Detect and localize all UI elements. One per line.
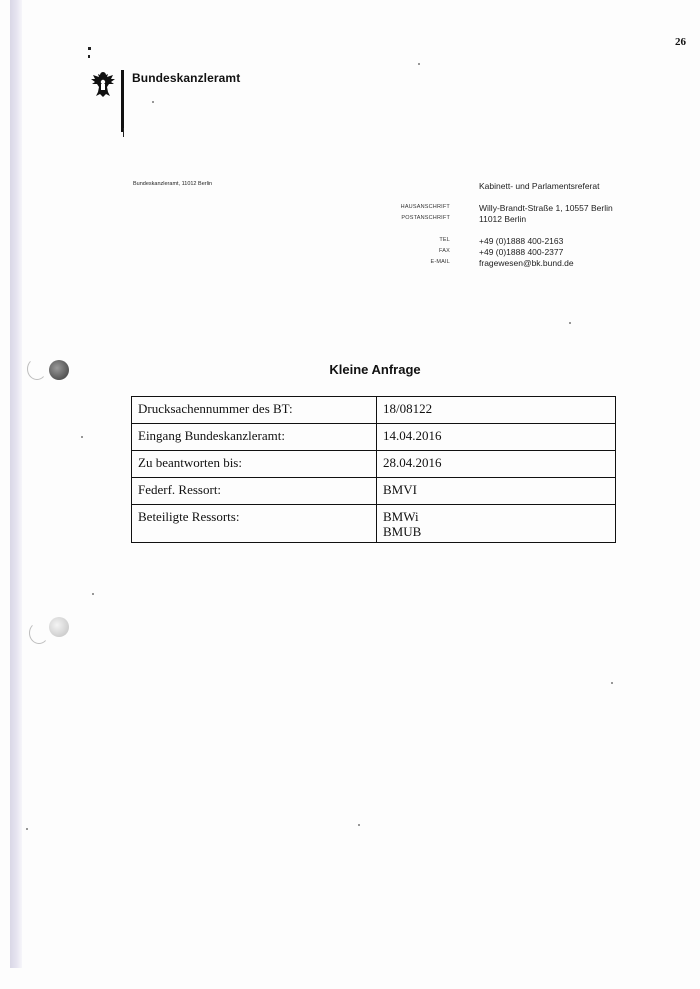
contact-value: Willy-Brandt-Straße 1, 10557 Berlin xyxy=(479,203,613,213)
contact-value: 11012 Berlin xyxy=(479,214,527,224)
contact-value: fragewesen@bk.bund.de xyxy=(479,258,574,268)
punch-hole xyxy=(49,617,69,637)
row-value: BMUB xyxy=(383,524,422,539)
row-value: BMWi xyxy=(383,509,419,524)
scan-speck xyxy=(418,63,420,65)
request-info-table xyxy=(131,396,616,543)
letterhead-logo xyxy=(80,58,280,138)
page-number: 26 xyxy=(675,36,686,48)
row-label: Federf. Ressort: xyxy=(132,478,377,505)
row-label: Eingang Bundeskanzleramt: xyxy=(132,424,377,451)
contact-spacer xyxy=(380,225,680,236)
scan-speck xyxy=(81,436,83,438)
federal-eagle-icon xyxy=(90,70,116,98)
table-row xyxy=(132,505,616,543)
contact-label: HAUSANSCHRIFT xyxy=(400,204,450,210)
contact-row xyxy=(380,214,680,225)
contact-block xyxy=(380,203,680,269)
table-row xyxy=(132,397,616,424)
table-row xyxy=(132,424,616,451)
table-row xyxy=(132,478,616,505)
scan-speck xyxy=(569,322,571,324)
return-address: Bundeskanzleramt, 11012 Berlin xyxy=(133,181,213,187)
contact-row xyxy=(380,236,680,247)
row-value-list xyxy=(377,505,616,543)
contact-label: TEL xyxy=(439,237,450,243)
row-label: Drucksachennummer des BT: xyxy=(132,397,377,424)
row-value: 28.04.2016 xyxy=(377,451,616,478)
contact-label: POSTANSCHRIFT xyxy=(401,215,450,221)
scan-speck xyxy=(611,682,613,684)
row-value: 14.04.2016 xyxy=(377,424,616,451)
row-label: Beteiligte Ressorts: xyxy=(132,505,377,543)
scan-edge-strip xyxy=(10,0,22,968)
scan-speck xyxy=(92,593,94,595)
scan-speck xyxy=(26,828,28,830)
logo-divider-bar xyxy=(121,70,124,132)
row-value: 18/08122 xyxy=(377,397,616,424)
department-name: Kabinett- und Parlamentsreferat xyxy=(479,181,600,191)
scan-mark xyxy=(88,47,91,50)
contact-value: +49 (0)1888 400-2163 xyxy=(479,236,564,246)
row-label: Zu beantworten bis: xyxy=(132,451,377,478)
punch-hole-shadow xyxy=(29,622,49,644)
scan-speck xyxy=(152,101,154,103)
contact-row xyxy=(380,258,680,269)
contact-row xyxy=(380,203,680,214)
document-title: Kleine Anfrage xyxy=(329,362,421,377)
scan-mark xyxy=(88,55,90,58)
row-value: BMVI xyxy=(377,478,616,505)
organization-name: Bundeskanzleramt xyxy=(132,71,241,85)
contact-label: E-MAIL xyxy=(430,259,450,265)
scan-mark xyxy=(123,128,124,137)
scan-speck xyxy=(358,824,360,826)
table-row xyxy=(132,451,616,478)
contact-label: FAX xyxy=(439,248,450,254)
contact-value: +49 (0)1888 400-2377 xyxy=(479,247,564,257)
contact-row xyxy=(380,247,680,258)
